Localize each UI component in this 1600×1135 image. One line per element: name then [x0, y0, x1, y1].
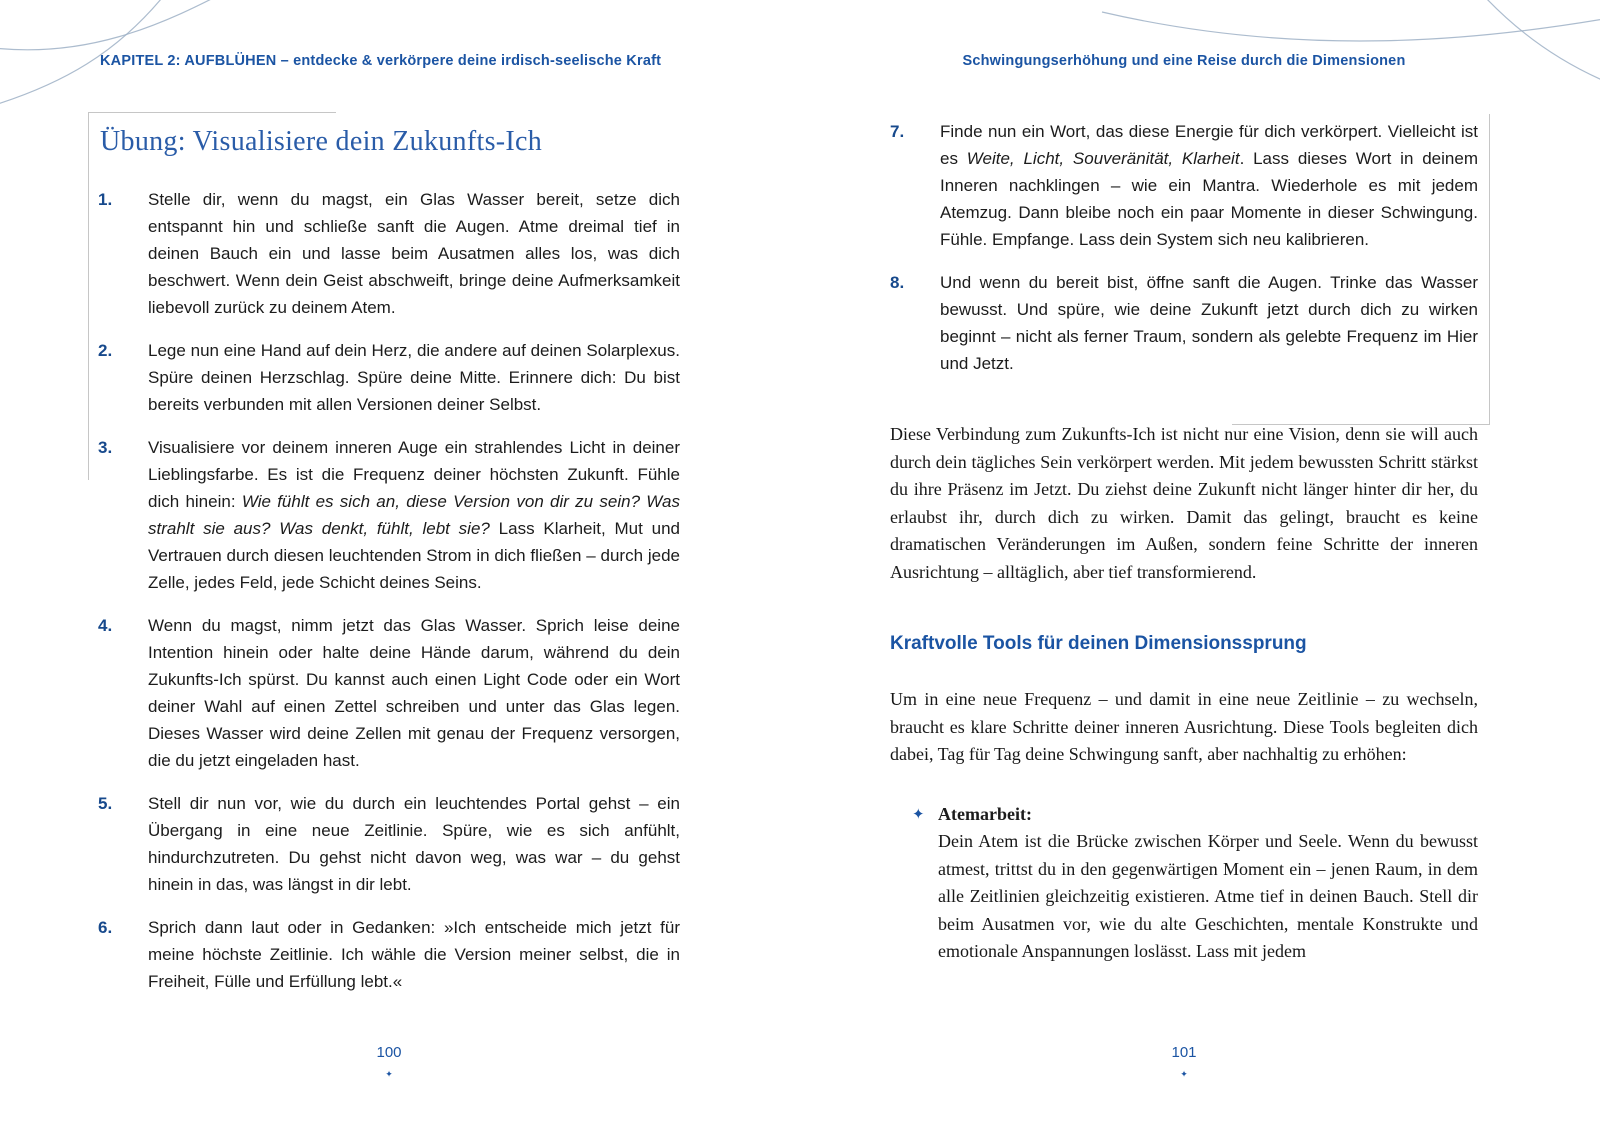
section-heading: Kraftvolle Tools für deinen Dimensionssprung	[890, 633, 1307, 654]
exercise-list-left	[98, 186, 680, 995]
exercise-frame-right-rule	[1489, 114, 1490, 425]
folio-ornament-icon: ✦	[385, 1069, 393, 1079]
left-page-content	[98, 118, 680, 1011]
star-bullet-icon: ✦	[912, 805, 925, 823]
item-number: 4.	[98, 616, 113, 635]
item-number: 5.	[98, 794, 113, 813]
body-paragraph-2: Um in eine neue Frequenz – und damit in eine neue Zeitlinie – zu wechseln, braucht es klare Schritte deiner inneren Ausrichtung. Diese Tools begleiten dich dabei, Tag für Tag deine Schwingung sanft, aber nachhaltig zu erhöhen:	[890, 689, 1478, 764]
tool-title: Atemarbeit:	[938, 803, 1032, 824]
folio-ornament-icon: ✦	[1180, 1069, 1188, 1079]
folio-number: 100	[376, 1044, 402, 1061]
exercise-item	[98, 434, 680, 596]
right-page-content	[890, 118, 1478, 966]
tool-text: Dein Atem ist die Brücke zwischen Körper und Seele. Wenn du bewusst atmest, trittst du in den gegenwärtigen Moment ein – jenen Raum, in dem alle Zeitlinien gleichzeitig existieren. Atme tief in deinen Bauch. Stell dir beim Ausatmen vor, wie du alte Geschichten, mentale Konstrukte und emotionale Anspannungen loslässt. Lass mit jedem	[938, 831, 1478, 961]
folio-number: 101	[1171, 1044, 1197, 1061]
tool-bullet	[890, 801, 1478, 966]
exercise-item	[98, 337, 680, 418]
page-number-left	[98, 1044, 680, 1083]
exercise-title: Übung: Visualisiere dein Zukunfts-Ich	[100, 126, 543, 157]
exercise-item	[98, 612, 680, 774]
item-text: Stelle dir, wenn du magst, ein Glas Wasser bereit, setze dich entspannt hin und schließe sanft die Augen. Atme dreimal tief in deinen Bauch ein und lasse beim Ausatmen alles los, was dich beschwert. Wenn dein Geist abschweift, bringe deine Aufmerksamkeit liebevoll zurück zu deinem Atem.	[148, 190, 680, 317]
exercise-item	[98, 914, 680, 995]
item-number: 1.	[98, 190, 113, 209]
tool-body	[938, 801, 1478, 966]
page-number-right	[890, 1044, 1478, 1083]
item-text: Und wenn du bereit bist, öffne sanft die Augen. Trinke das Wasser bewusst. Und spüre, wie deine Zukunft jetzt durch dich zu wirken beginnt – nicht als ferner Traum, sondern als gelebte Frequenz im Hier und Jetzt.	[940, 273, 1478, 373]
body-paragraph-1: Diese Verbindung zum Zukunfts-Ich ist nicht nur eine Vision, denn sie will auch durch dein tägliches Sein verkörpert werden. Mit jedem bewussten Schritt stärkst du ihre Präsenz im Jetzt. Du ziehst deine Zukunft nicht länger hinter dir her, du erlaubst ihr, durch dich zu wirken. Damit das gelingt, braucht es keine dramatischen Veränderungen im Außen, sondern feine Schritte der inneren Ausrichtung – alltäglich, aber tief transformierend.	[890, 424, 1478, 582]
item-number: 6.	[98, 918, 113, 937]
item-text: Wenn du magst, nimm jetzt das Glas Wasser. Sprich leise deine Intention hinein oder halte deine Hände darum, während du dein Zukunfts-Ich spürst. Du kannst auch einen Light Code oder ein Wort deiner Wahl auf einen Zettel schreiben und unter das Glas legen. Dieses Wasser wird deine Zellen mit genau der Frequenz versorgen, die du jetzt eingeladen hast.	[148, 616, 680, 770]
exercise-list-right	[890, 118, 1478, 377]
item-text: Finde nun ein Wort, das diese Energie für dich verkörpert. Vielleicht ist es Weite, Licht, Souveränität, Klarheit. Lass dieses Wort in deinem Inneren nachklingen – wie ein Mantra. Wiederhole es mit jedem Atemzug. Dann bleibe noch ein paar Momente in dieser Schwingung. Fühle. Empfange. Lass dein System sich neu kalibrieren.	[940, 122, 1478, 249]
running-head-chapter: KAPITEL 2: AUFBLÜHEN – entdecke & verkörpere deine irdisch-seelische Kraft	[100, 53, 662, 69]
running-head-section: Schwingungserhöhung und eine Reise durch die Dimensionen	[962, 53, 1406, 69]
item-text: Lege nun eine Hand auf dein Herz, die andere auf deinen Solarplexus. Spüre deinen Herzschlag. Spüre deine Mitte. Erinnere dich: Du bist bereits verbunden mit allen Versionen deiner Selbst.	[148, 341, 680, 414]
exercise-frame-left-rule	[88, 112, 89, 480]
item-text: Stell dir nun vor, wie du durch ein leuchtendes Portal gehst – ein Übergang in eine neue Zeitlinie. Spüre, wie es sich anfühlt, hindurchzutreten. Du gehst nicht davon weg, was war – du gehst hinein in das, was längst in dir lebt.	[148, 794, 680, 894]
exercise-item	[98, 186, 680, 321]
item-text: Sprich dann laut oder in Gedanken: »Ich entscheide mich jetzt für meine höchste Zeitlinie. Ich wähle die Version meiner selbst, die in Freiheit, Fülle und Erfüllung lebt.«	[148, 918, 680, 991]
item-number: 3.	[98, 438, 113, 457]
exercise-item	[98, 790, 680, 898]
tools-list	[890, 801, 1478, 966]
item-number: 8.	[890, 273, 905, 292]
exercise-frame-top-rule	[88, 112, 336, 113]
exercise-item	[890, 118, 1478, 253]
exercise-item	[890, 269, 1478, 377]
item-number: 7.	[890, 122, 905, 141]
item-text: Visualisiere vor deinem inneren Auge ein strahlendes Licht in deiner Lieblingsfarbe. Es ist die Frequenz deiner höchsten Zukunft. Fühle dich hinein: Wie fühlt es sich an, diese Version von dir zu sein? Was strahlt sie aus? Was denkt, fühlt, lebt sie? Lass Klarheit, Mut und Vertrauen durch diesen leuchtenden Strom in dich fließen – durch jede Zelle, jedes Feld, jede Schicht deines Seins.	[148, 438, 681, 592]
item-number: 2.	[98, 341, 113, 360]
